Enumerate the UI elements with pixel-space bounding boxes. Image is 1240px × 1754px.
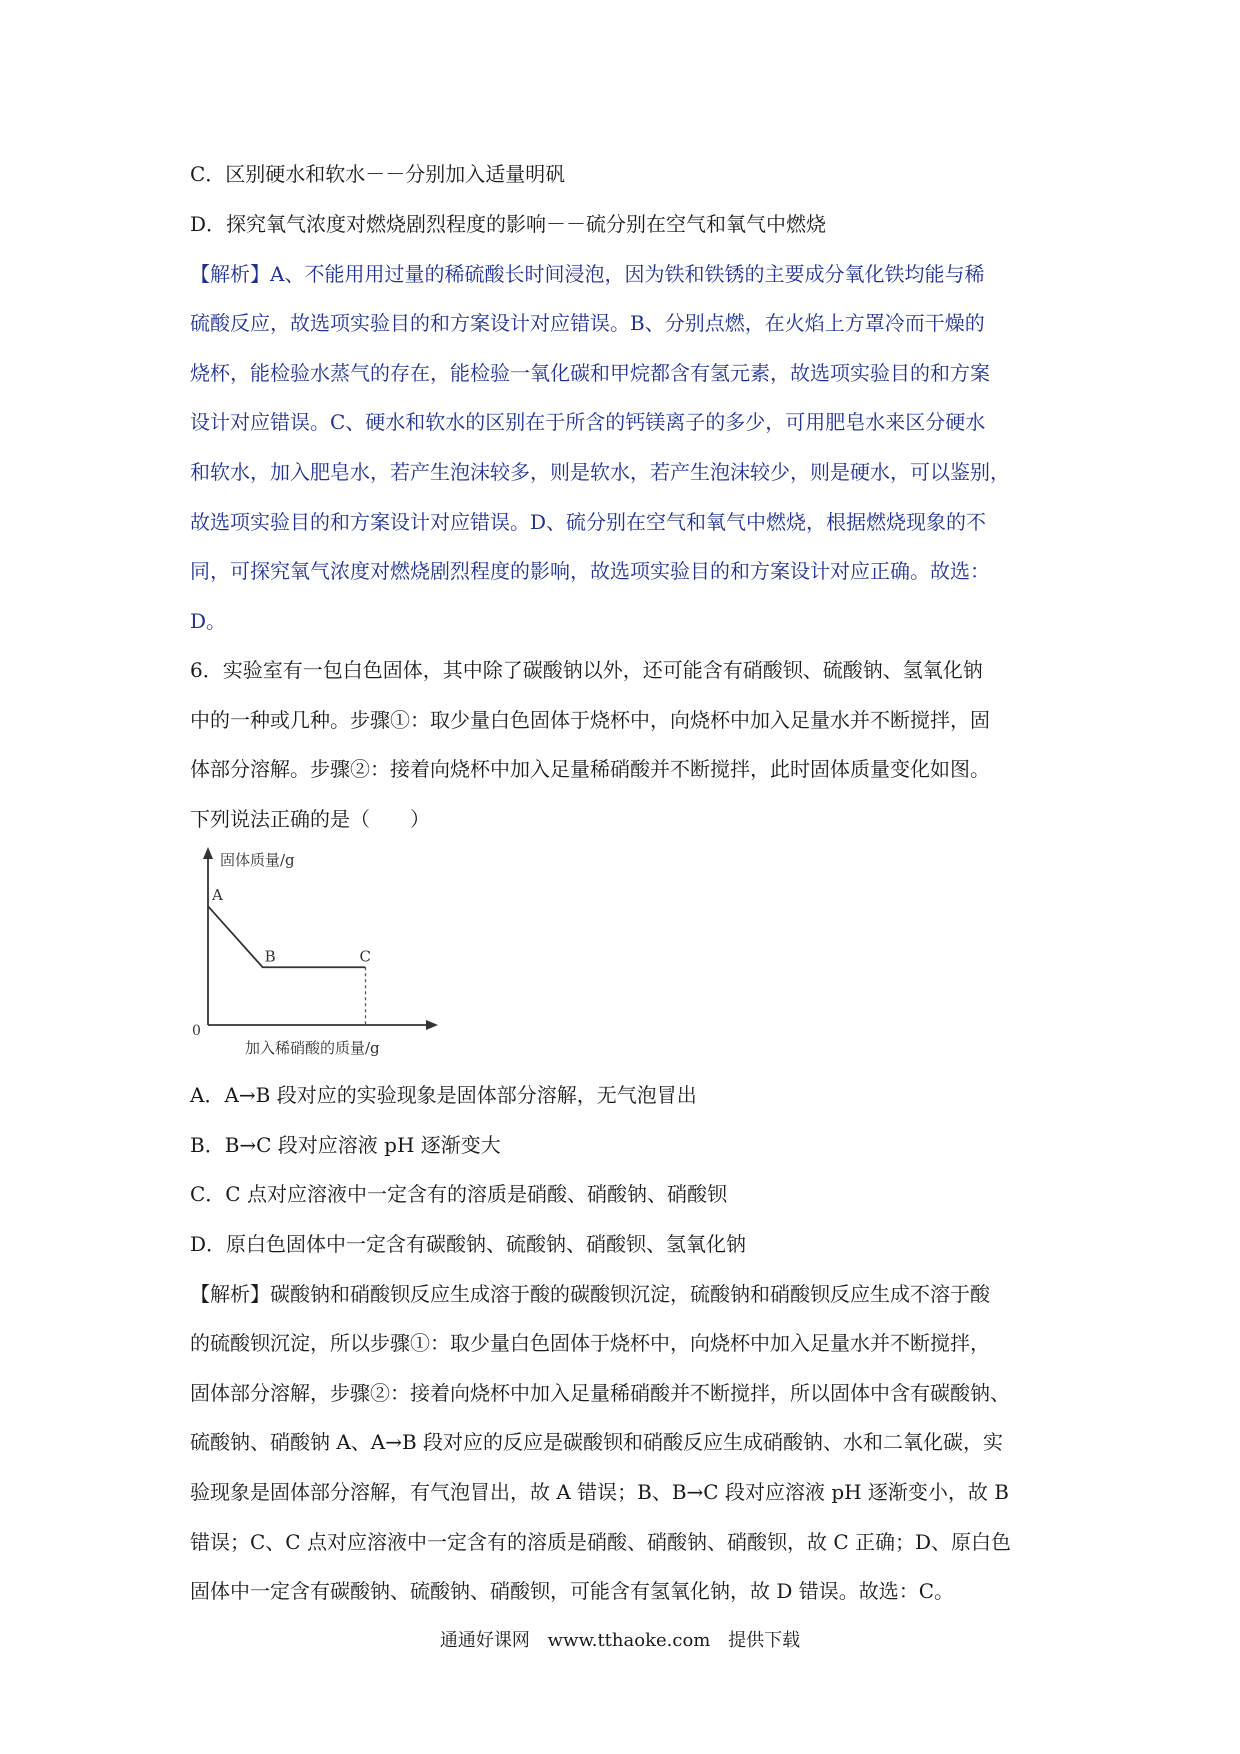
analysis-line: 【解析】A、不能用用过量的稀硫酸长时间浸泡，因为铁和铁锈的主要成分氧化铁均能与稀 bbox=[190, 262, 985, 286]
footer-site-name: 通通好课网 bbox=[439, 1630, 530, 1651]
series-line bbox=[208, 906, 366, 967]
analysis-line: 固体中一定含有碳酸钠、硫酸钠、硝酸钡，可能含有氢氧化钠，故 D 错误。故选：C。 bbox=[190, 1579, 955, 1603]
q5-option-c: C．区别硬水和软水－－分别加入适量明矾 bbox=[190, 162, 566, 186]
analysis-line: 烧杯，能检验水蒸气的存在，能检验一氧化碳和甲烷都含有氢元素，故选项实验目的和方案 bbox=[190, 361, 990, 385]
y-axis-arrow-icon bbox=[203, 847, 213, 859]
y-axis-label: 固体质量/g bbox=[220, 851, 295, 869]
footer-note: 提供下载 bbox=[728, 1630, 801, 1651]
question-line: 下列说法正确的是（ ） bbox=[190, 807, 430, 831]
analysis-line: 【解析】碳酸钠和硝酸钡反应生成溶于酸的碳酸钡沉淀，硫酸钠和硝酸钡反应生成不溶于酸 bbox=[190, 1282, 990, 1306]
point-label-c: C bbox=[359, 947, 371, 966]
analysis-line: 设计对应错误。C、硬水和软水的区别在于所含的钙镁离子的多少，可用肥皂水来区分硬水 bbox=[190, 410, 986, 434]
q5-option-d: D．探究氧气浓度对燃烧剧烈程度的影响－－硫分别在空气和氧气中燃烧 bbox=[190, 212, 827, 236]
x-axis-arrow-icon bbox=[426, 1020, 438, 1030]
question-line: 体部分溶解。步骤②：接着向烧杯中加入足量稀硝酸并不断搅拌，此时固体质量变化如图。 bbox=[190, 757, 990, 781]
analysis-line: D。 bbox=[190, 609, 227, 633]
q6-option-c: C．C 点对应溶液中一定含有的溶质是硝酸、硝酸钠、硝酸钡 bbox=[190, 1182, 727, 1206]
point-label-b: B bbox=[264, 947, 276, 966]
analysis-line: 硫酸反应，故选项实验目的和方案设计对应错误。B、分别点燃，在火焰上方罩冷而干燥的 bbox=[190, 311, 985, 335]
analysis-line: 硫酸钠、硝酸钠 A、A→B 段对应的反应是碳酸钡和硝酸反应生成硝酸钠、水和二氧化碳，实 bbox=[190, 1430, 1004, 1454]
mass-graph bbox=[190, 845, 450, 1065]
analysis-line: 固体部分溶解，步骤②：接着向烧杯中加入足量稀硝酸并不断搅拌，所以固体中含有碳酸钠、 bbox=[190, 1381, 1010, 1405]
q6-option-d: D．原白色固体中一定含有碳酸钠、硫酸钠、硝酸钡、氢氧化钠 bbox=[190, 1232, 747, 1256]
analysis-line: 错误；C、C 点对应溶液中一定含有的溶质是硝酸、硝酸钠、硝酸钡，故 C 正确；D、原白色 bbox=[190, 1530, 1012, 1554]
page-footer bbox=[0, 1626, 1240, 1652]
analysis-line: 的硫酸钡沉淀，所以步骤①：取少量白色固体于烧杯中，向烧杯中加入足量水并不断搅拌， bbox=[190, 1331, 990, 1355]
analysis-line: 同，可探究氧气浓度对燃烧剧烈程度的影响，故选项实验目的和方案设计对应正确。故选： bbox=[190, 559, 990, 583]
question-line: 中的一种或几种。步骤①：取少量白色固体于烧杯中，向烧杯中加入足量水并不断搅拌，固 bbox=[190, 708, 990, 732]
x-axis-label: 加入稀硝酸的质量/g bbox=[245, 1039, 380, 1057]
origin-label: 0 bbox=[192, 1023, 201, 1039]
analysis-line: 故选项实验目的和方案设计对应错误。D、硫分别在空气和氧气中燃烧，根据燃烧现象的不 bbox=[190, 510, 987, 534]
analysis-line: 和软水，加入肥皂水，若产生泡沫较多，则是软水，若产生泡沫较少，则是硬水，可以鉴别， bbox=[190, 460, 1010, 484]
q6-option-a: A．A→B 段对应的实验现象是固体部分溶解，无气泡冒出 bbox=[190, 1083, 697, 1107]
footer-url[interactable]: www.tthaoke.com bbox=[547, 1630, 711, 1651]
question-line: 6．实验室有一包白色固体，其中除了碳酸钠以外，还可能含有硝酸钡、硫酸钠、氢氧化钠 bbox=[190, 658, 983, 682]
analysis-line: 验现象是固体部分溶解，有气泡冒出，故 A 错误；B、B→C 段对应溶液 pH 逐渐变小，故 B bbox=[190, 1480, 1009, 1504]
q6-option-b: B．B→C 段对应溶液 pH 逐渐变大 bbox=[190, 1133, 501, 1157]
point-label-a: A bbox=[212, 886, 223, 905]
